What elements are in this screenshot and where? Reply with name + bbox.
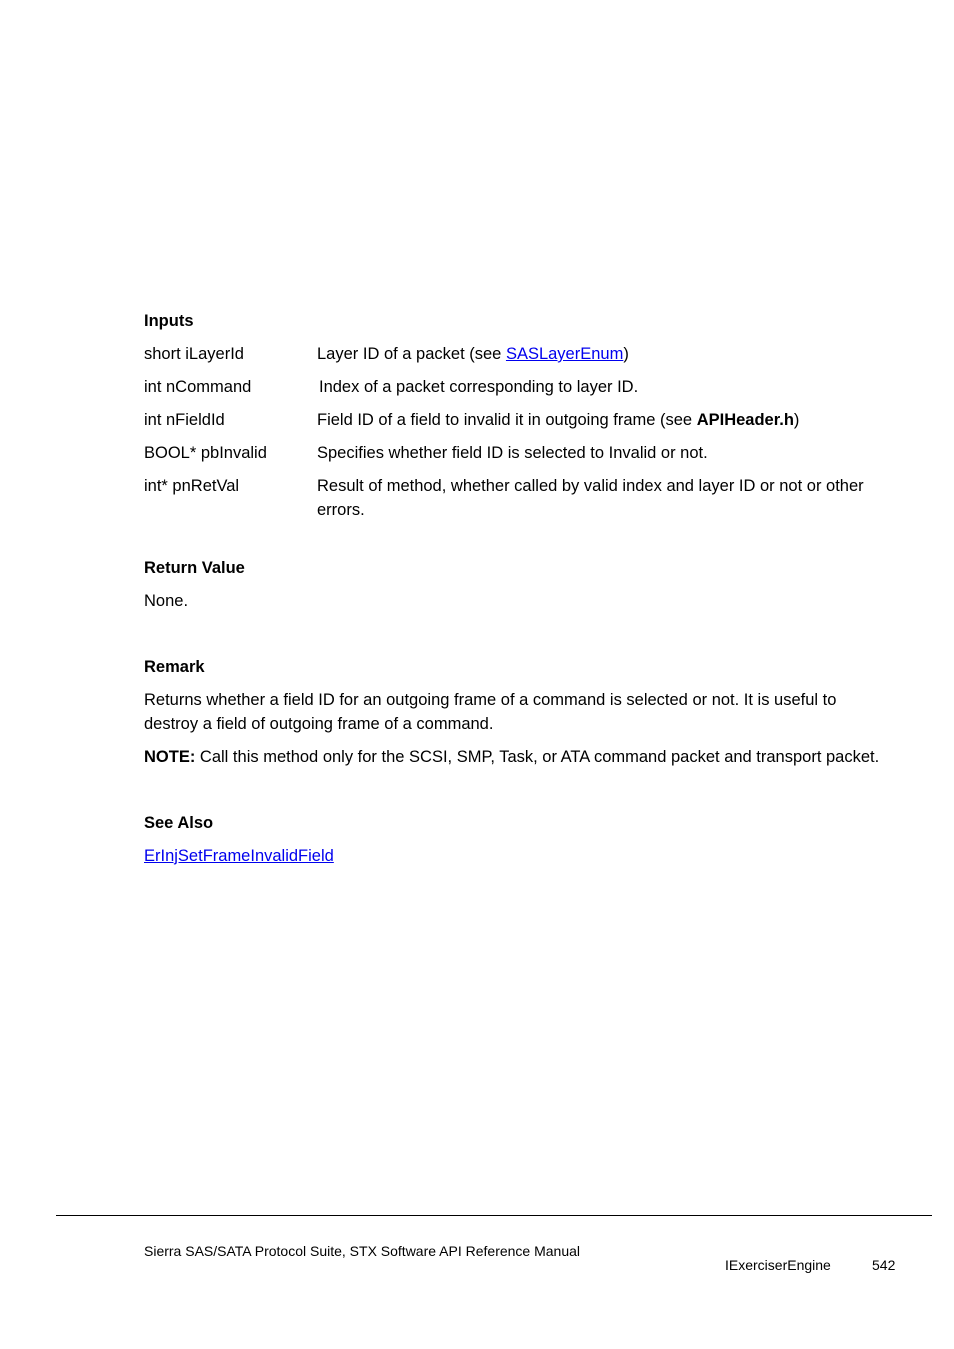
param-desc-text: ) xyxy=(623,345,629,363)
param-desc-text: Field ID of a field to invalid it in outgoing frame (see xyxy=(317,411,697,429)
footer-title: Sierra SAS/SATA Protocol Suite, STX Software API Reference Manual xyxy=(144,1243,581,1259)
param-row-nfieldid xyxy=(144,408,894,432)
footer-section-name: IExerciserEngine xyxy=(725,1257,831,1273)
param-name: int* pnRetVal xyxy=(144,477,240,495)
footer-divider xyxy=(56,1215,932,1216)
remark-note xyxy=(144,745,894,769)
param-desc xyxy=(317,408,894,432)
inputs-section xyxy=(144,309,894,522)
return-value-section xyxy=(144,556,894,613)
note-label: NOTE: xyxy=(144,748,196,766)
params-table xyxy=(144,342,894,522)
erinjsetframeinvalidfield-link[interactable]: ErInjSetFrameInvalidField xyxy=(144,847,334,865)
note-text: Call this method only for the SCSI, SMP, Task, or ATA command packet and transport packet. xyxy=(195,748,880,766)
page-number: 542 xyxy=(872,1257,896,1273)
remark-text: Returns whether a field ID for an outgoing frame of a command is selected or not. It is useful to destroy a field of outgoing frame of a command. xyxy=(144,691,837,733)
see-also-item xyxy=(144,844,894,868)
return-value-heading: Return Value xyxy=(144,559,245,577)
see-also-section xyxy=(144,811,894,868)
remark-section xyxy=(144,655,894,769)
saslayerenum-link[interactable]: SASLayerEnum xyxy=(505,345,624,363)
param-desc: Specifies whether field ID is selected to Invalid or not. xyxy=(317,444,708,462)
see-also-heading: See Also xyxy=(144,814,214,832)
param-name: int nFieldId xyxy=(144,411,225,429)
param-name: BOOL* pbInvalid xyxy=(144,444,267,462)
param-desc-text: ) xyxy=(793,411,800,429)
param-row-pnretval xyxy=(144,474,894,522)
remark-heading: Remark xyxy=(144,658,205,676)
param-row-ilayerid xyxy=(144,342,894,366)
param-name: int nCommand xyxy=(144,378,252,396)
document-body xyxy=(144,309,894,868)
return-value-text: None. xyxy=(144,592,189,610)
param-row-pbinvalid xyxy=(144,441,894,465)
param-desc-text: Layer ID of a packet (see xyxy=(317,345,506,363)
apiheader-filename: APIHeader.h xyxy=(696,411,794,429)
param-desc: Result of method, whether called by valid index and layer ID or not or other errors. xyxy=(317,477,864,519)
param-name: short iLayerId xyxy=(144,345,244,363)
inputs-heading: Inputs xyxy=(144,312,194,330)
param-row-ncommand xyxy=(144,375,894,399)
param-desc: Index of a packet corresponding to layer ID. xyxy=(319,378,639,396)
param-desc xyxy=(317,342,894,366)
